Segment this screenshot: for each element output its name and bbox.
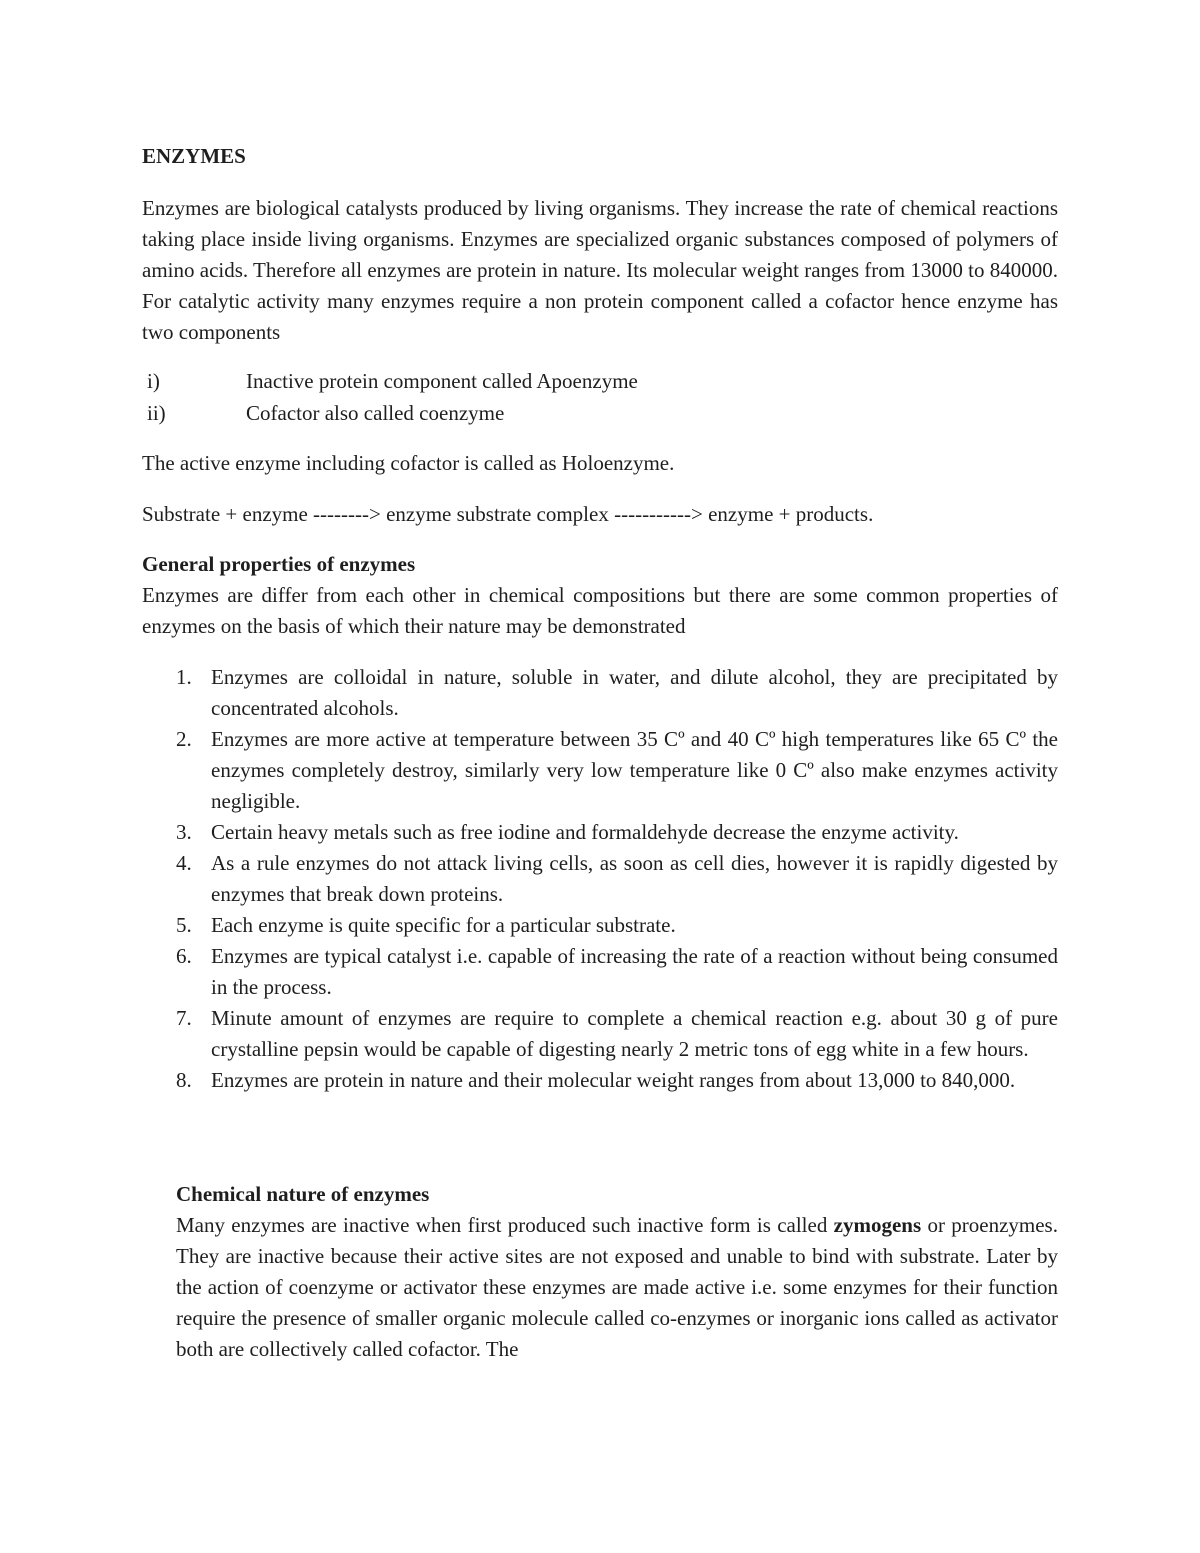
list-item xyxy=(176,910,1058,941)
list-item-number: 2. xyxy=(176,727,192,751)
document-title: ENZYMES xyxy=(142,144,246,168)
list-item xyxy=(176,817,1058,848)
list-item xyxy=(176,1003,1058,1065)
list-item-text: Enzymes are typical catalyst i.e. capable of increasing the rate of a reaction without being consumed in the process. xyxy=(211,944,1058,999)
chemical-nature-heading: Chemical nature of enzymes xyxy=(176,1182,430,1206)
list-item xyxy=(176,848,1058,910)
chemical-text-after: or proenzymes. They are inactive because their active sites are not exposed and unable to bind with substrate. Later by the action of coenzyme or activator these enzymes are made active i.e. some enzymes for their function require the presence of smaller organic molecule called co-enzymes or inorganic ions called as activator both are collectively called cofactor. The xyxy=(176,1213,1058,1361)
list-item xyxy=(176,941,1058,1003)
general-properties-intro: Enzymes are differ from each other in chemical compositions but there are some common properties of enzymes on the basis of which their nature may be demonstrated xyxy=(142,583,1058,638)
list-item-number: 8. xyxy=(176,1068,192,1092)
list-item-text: Enzymes are protein in nature and their molecular weight ranges from about 13,000 to 840,000. xyxy=(211,1068,1016,1092)
list-item-number: 5. xyxy=(176,913,192,937)
properties-list xyxy=(176,662,1058,1096)
list-item xyxy=(176,724,1058,817)
list-item-number: 3. xyxy=(176,820,192,844)
general-properties-heading: General properties of enzymes xyxy=(142,552,416,576)
list-item-text: As a rule enzymes do not attack living cells, as soon as cell dies, however it is rapidly digested by enzymes that break down proteins. xyxy=(211,851,1058,906)
list-item-number: 6. xyxy=(176,944,192,968)
chemical-nature-paragraph xyxy=(176,1210,1058,1365)
list-item-text: Inactive protein component called Apoenzyme xyxy=(246,369,638,393)
reaction-line: Substrate + enzyme --------> enzyme substrate complex -----------> enzyme + products. xyxy=(142,502,874,526)
intro-paragraph: Enzymes are biological catalysts produced by living organisms. They increase the rate of chemical reactions taking place inside living organisms. Enzymes are specialized organic substances composed of polymers of amino acids. Therefore all enzymes are protein in nature. Its molecular weight ranges from 13000 to 840000. For catalytic activity many enzymes require a non protein component called a cofactor hence enzyme has two components xyxy=(142,196,1058,344)
list-item xyxy=(176,662,1058,724)
holoenzyme-line: The active enzyme including cofactor is called as Holoenzyme. xyxy=(142,451,675,475)
list-item-number: ii) xyxy=(147,401,166,425)
list-item-text: Each enzyme is quite specific for a particular substrate. xyxy=(211,913,676,937)
list-item-text: Enzymes are more active at temperature between 35 Cº and 40 Cº high temperatures like 65 Cº the enzymes completely destroy, similarly very low temperature like 0 Cº also make enzymes activity negligible. xyxy=(211,727,1058,813)
list-item xyxy=(142,366,1058,398)
chemical-text-before: Many enzymes are inactive when first produced such inactive form is called xyxy=(176,1213,834,1237)
list-item-number: 7. xyxy=(176,1006,192,1030)
list-item-text: Enzymes are colloidal in nature, soluble in water, and dilute alcohol, they are precipitated by concentrated alcohols. xyxy=(211,665,1058,720)
list-item xyxy=(142,398,1058,430)
list-item-number: 4. xyxy=(176,851,192,875)
list-item-text: Certain heavy metals such as free iodine and formaldehyde decrease the enzyme activity. xyxy=(211,820,959,844)
components-list xyxy=(142,366,1058,430)
list-item-number: i) xyxy=(147,369,160,393)
list-item-text: Minute amount of enzymes are require to complete a chemical reaction e.g. about 30 g of pure crystalline pepsin would be capable of digesting nearly 2 metric tons of egg white in a few hours. xyxy=(211,1006,1058,1061)
list-item xyxy=(176,1065,1058,1096)
zymogens-keyword: zymogens xyxy=(833,1213,922,1237)
list-item-text: Cofactor also called coenzyme xyxy=(246,401,505,425)
list-item-number: 1. xyxy=(176,665,192,689)
